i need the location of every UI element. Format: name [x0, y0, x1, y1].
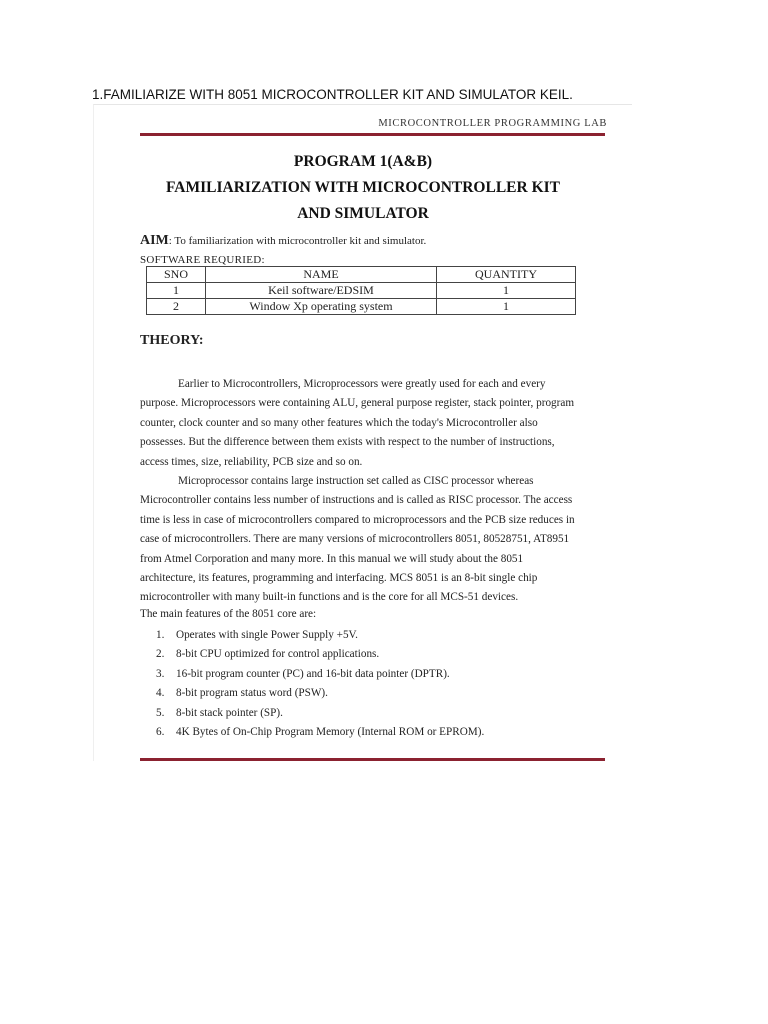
list-item [156, 684, 484, 703]
aim-line [140, 233, 426, 249]
software-label: SOFTWARE REQURIED: [140, 254, 265, 266]
software-table [146, 266, 576, 315]
paragraph-line: Microcontroller contains less number of instructions and is called as RISC processor. The access [140, 494, 573, 507]
list-text: Operates with single Power Supply +5V. [176, 629, 358, 641]
list-text: 16-bit program counter (PC) and 16-bit data pointer (DPTR). [176, 667, 450, 680]
paragraph-line: microcontroller with many built-in functions and is the core for all MCS-51 devices. [140, 591, 519, 604]
program-subtitle: FAMILIARIZATION WITH MICROCONTROLLER KIT [165, 179, 560, 196]
paragraph-line: counter, clock counter and so many other features which the today's Microcontroller also [140, 416, 538, 429]
list-item [156, 723, 484, 742]
theory-paragraph-1 [140, 375, 608, 472]
embedded-page-image [93, 104, 632, 761]
list-item [156, 626, 484, 645]
paragraph-line: architecture, its features, programming and interfacing. MCS 8051 is an 8-bit single chip [140, 572, 538, 585]
paragraph-line: from Atmel Corporation and many more. In this manual we will study about the 8051 [140, 552, 524, 565]
paragraph-line: time is less in case of microcontrollers compared to microprocessors and the PCB size reduces in [140, 513, 575, 526]
page-header-label: MICROCONTROLLER PROGRAMMING LAB [378, 118, 607, 129]
paragraph-line: purpose. Microprocessors were containing ALU, general purpose register, stack pointer, program [140, 397, 575, 410]
list-number: 3. [156, 667, 165, 680]
table-cell: Window Xp operating system [206, 299, 437, 315]
list-item [156, 704, 484, 723]
paragraph-line: access times, size, reliability, PCB size and so on. [140, 455, 363, 468]
list-text: 8-bit program status word (PSW). [176, 687, 328, 700]
list-number: 5. [156, 706, 165, 719]
table-row [147, 283, 576, 299]
aim-label: AIM [140, 233, 169, 248]
table-cell: 1 [147, 283, 206, 299]
list-number: 6. [156, 725, 165, 738]
program-title: PROGRAM 1(A&B) [293, 153, 433, 170]
paragraph-line: possesses. But the difference between them exists with respect to the number of instructions, [140, 436, 555, 449]
list-text: 8-bit stack pointer (SP). [176, 706, 283, 719]
features-list [156, 626, 484, 742]
header-rule [140, 133, 605, 136]
aim-text: : To familiarization with microcontroller kit and simulator. [168, 235, 427, 247]
table-cell: 1 [437, 283, 576, 299]
list-text: 8-bit CPU optimized for control applications. [176, 648, 380, 661]
theory-paragraph-2 [140, 472, 608, 608]
features-intro: The main features of the 8051 core are: [140, 608, 317, 620]
table-header-cell: QUANTITY [437, 267, 576, 283]
top-heading: 1.FAMILIARIZE WITH 8051 MICROCONTROLLER KIT AND SIMULATOR KEIL. [92, 87, 573, 102]
list-item [156, 665, 484, 684]
table-cell: Keil software/EDSIM [206, 283, 437, 299]
theory-heading: THEORY: [140, 333, 204, 348]
paragraph-line: Earlier to Microcontrollers, Microprocessors were greatly used for each and every [178, 378, 546, 390]
table-cell: 2 [147, 299, 206, 315]
paragraph-line: case of microcontrollers. There are many versions of microcontrollers 8051, 80528751, AT8951 [140, 533, 570, 546]
footer-rule [140, 758, 605, 761]
table-header-row [147, 267, 576, 283]
table-row [147, 299, 576, 315]
list-number: 4. [156, 687, 165, 700]
list-item [156, 645, 484, 664]
table-header-cell: SNO [147, 267, 206, 283]
table-cell: 1 [437, 299, 576, 315]
program-subtitle-2: AND SIMULATOR [297, 205, 429, 222]
list-number: 1. [156, 629, 165, 641]
paragraph-line: Microprocessor contains large instruction set called as CISC processor whereas [178, 475, 534, 487]
list-text: 4K Bytes of On-Chip Program Memory (Internal ROM or EPROM). [176, 725, 485, 738]
table-header-cell: NAME [206, 267, 437, 283]
list-number: 2. [156, 648, 165, 661]
